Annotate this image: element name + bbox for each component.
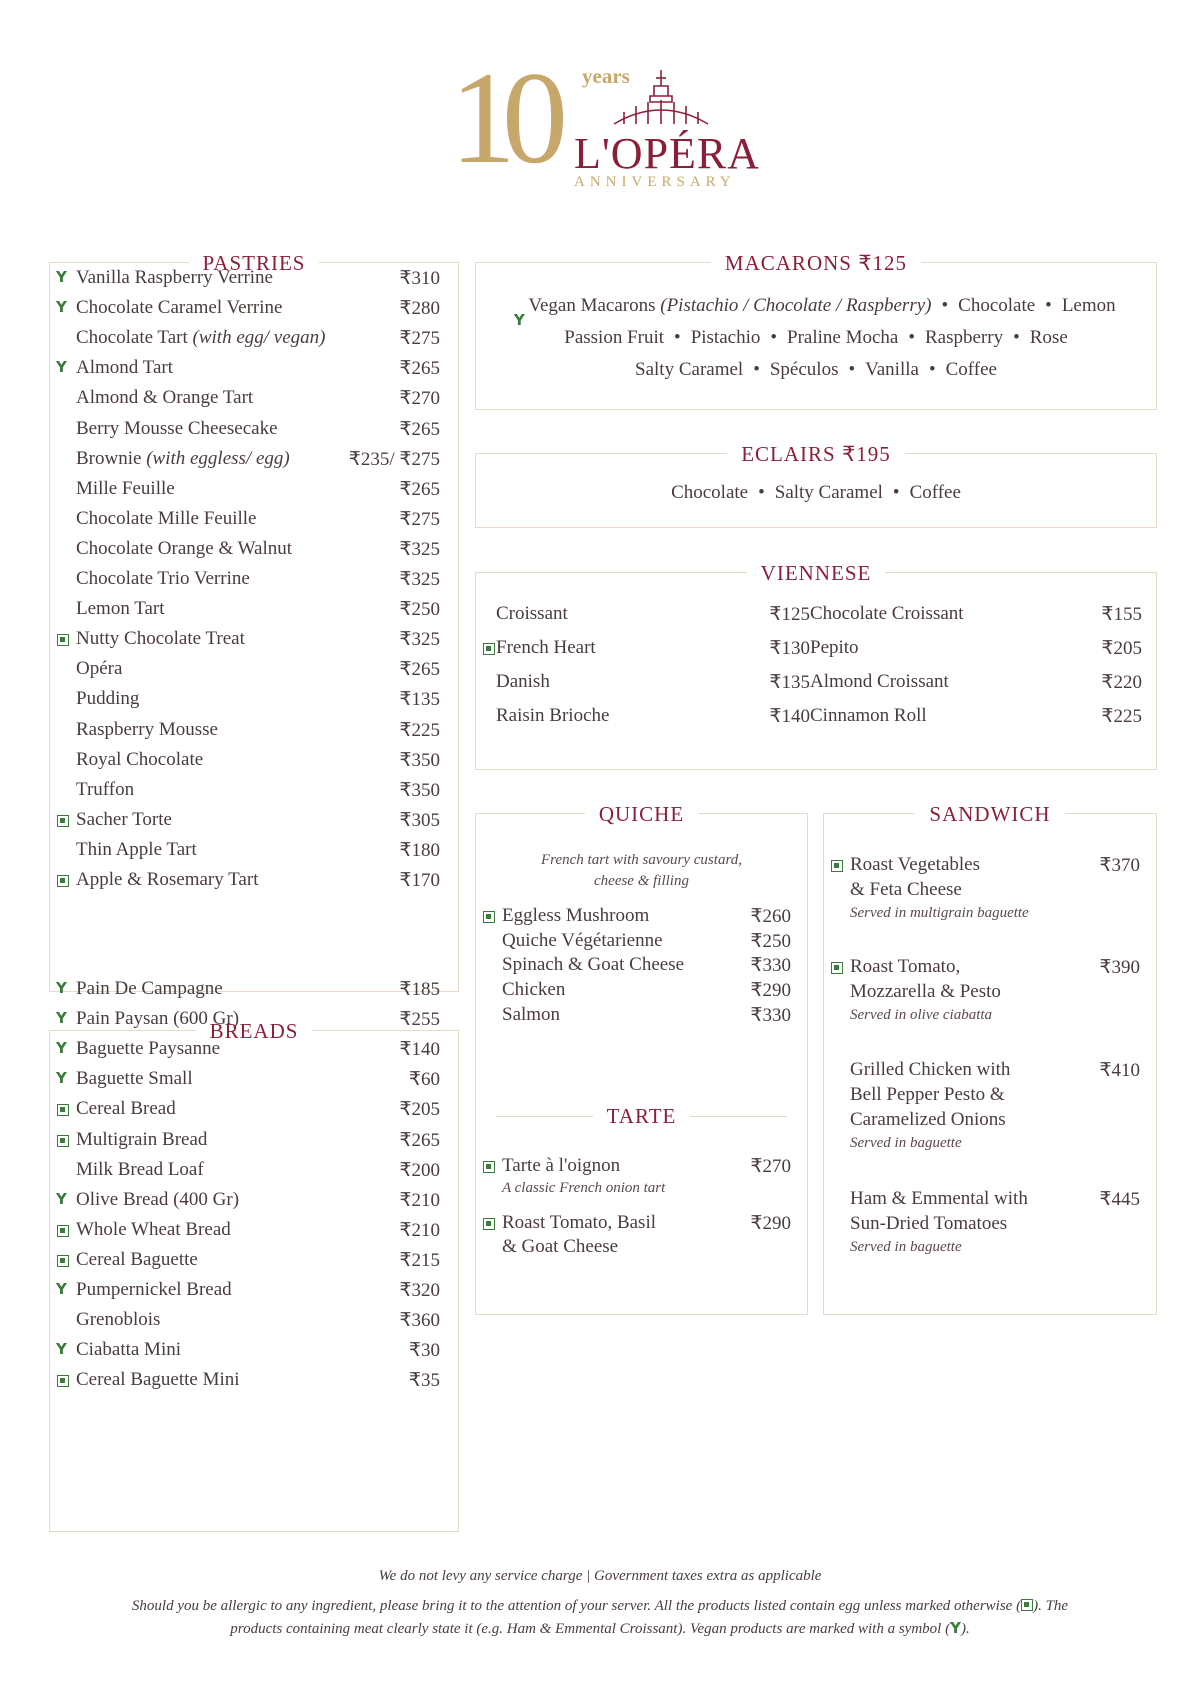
veg-icon bbox=[57, 1255, 69, 1267]
menu-item bbox=[50, 1339, 458, 1363]
item-name: Spinach & Goat Cheese bbox=[502, 954, 685, 976]
item-name: Baguette Paysanne bbox=[76, 1038, 221, 1060]
menu-item bbox=[50, 297, 458, 321]
menu-item bbox=[476, 979, 807, 1003]
eclairs-flavors: Chocolate • Salty Caramel • Coffee bbox=[671, 482, 961, 503]
item-price: ₹235/ ₹275 bbox=[348, 448, 440, 470]
item-price: ₹30 bbox=[408, 1340, 440, 1362]
veg-icon bbox=[57, 875, 69, 887]
menu-item bbox=[824, 956, 1156, 980]
menu-item bbox=[50, 267, 458, 291]
item-name: Danish bbox=[496, 671, 550, 692]
item-price: ₹180 bbox=[399, 839, 440, 861]
menu-item bbox=[810, 705, 1158, 729]
item-price: ₹210 bbox=[399, 1219, 440, 1241]
item-price: ₹275 bbox=[399, 508, 440, 530]
item-name: Cereal Baguette Mini bbox=[76, 1369, 240, 1391]
item-price: ₹305 bbox=[399, 809, 440, 831]
menu-item bbox=[476, 930, 807, 954]
item-price: ₹60 bbox=[408, 1069, 440, 1091]
item-name: Nutty Chocolate Treat bbox=[76, 628, 245, 650]
item-name: Vanilla Raspberry Verrine bbox=[76, 267, 273, 288]
logo-years: years bbox=[582, 64, 630, 88]
vegan-icon: Y bbox=[950, 1619, 961, 1637]
item-name: Pepito bbox=[810, 637, 859, 658]
item-name: Ciabatta Mini bbox=[76, 1339, 182, 1361]
item-price: ₹225 bbox=[1101, 706, 1142, 727]
menu-item bbox=[476, 637, 816, 661]
item-name: Berry Mousse Cheesecake bbox=[76, 417, 278, 439]
quiche-title: QUICHE bbox=[476, 800, 807, 828]
item-price: ₹140 bbox=[399, 1039, 440, 1061]
item-price: ₹350 bbox=[399, 779, 440, 801]
item-price: ₹130 bbox=[769, 638, 810, 659]
menu-item bbox=[824, 1188, 1156, 1212]
logo-number: 10 bbox=[450, 44, 554, 191]
item-price: ₹205 bbox=[1101, 638, 1142, 659]
item-name: Cereal Baguette bbox=[76, 1248, 198, 1270]
veg-icon bbox=[831, 962, 843, 974]
item-price: ₹370 bbox=[1099, 855, 1140, 876]
menu-item bbox=[50, 1038, 458, 1062]
breads-section bbox=[49, 978, 459, 1532]
vegan-icon: Y bbox=[56, 298, 67, 317]
macarons-line-3: Salty Caramel • Spéculos • Vanilla • Coffee bbox=[635, 359, 997, 380]
item-price: ₹390 bbox=[1099, 957, 1140, 978]
veg-icon bbox=[57, 1104, 69, 1116]
menu-item bbox=[50, 1309, 458, 1333]
breads-title: BREADS bbox=[50, 1017, 458, 1045]
item-name-continued: & Feta Cheese bbox=[850, 879, 962, 900]
menu-item bbox=[50, 1369, 458, 1393]
item-name: Ham & Emmental with bbox=[850, 1188, 1028, 1209]
sandwich-title: SANDWICH bbox=[824, 800, 1156, 828]
item-price: ₹135 bbox=[399, 689, 440, 711]
item-name-continued: Bell Pepper Pesto & bbox=[850, 1084, 1005, 1105]
item-price: ₹330 bbox=[750, 955, 791, 977]
item-price: ₹215 bbox=[399, 1249, 440, 1271]
menu-item bbox=[50, 688, 458, 712]
menu-item bbox=[50, 418, 458, 442]
item-price: ₹265 bbox=[399, 358, 440, 380]
veg-icon bbox=[483, 1218, 495, 1230]
menu-item bbox=[50, 538, 458, 562]
menu-item bbox=[50, 719, 458, 743]
menu-item bbox=[50, 658, 458, 682]
item-price: ₹225 bbox=[399, 719, 440, 741]
menu-item bbox=[50, 628, 458, 652]
pastries-section bbox=[49, 251, 459, 997]
item-name: Pain De Campagne bbox=[76, 978, 223, 999]
vegan-icon: Y bbox=[56, 1069, 67, 1088]
item-name: Raisin Brioche bbox=[496, 705, 610, 726]
item-name: Chocolate Tart (with egg/ vegan) bbox=[76, 327, 326, 349]
item-name: Grilled Chicken with bbox=[850, 1059, 1011, 1080]
item-name: Tarte à l'oignon bbox=[502, 1155, 621, 1176]
item-name: Cinnamon Roll bbox=[810, 705, 927, 726]
menu-item bbox=[50, 1068, 458, 1092]
menu-item bbox=[50, 357, 458, 381]
item-price: ₹155 bbox=[1101, 604, 1142, 625]
footer-allergy-note: Should you be allergic to any ingredient, please bring it to the attention of your server. All the products listed contain egg unless marked otherwise ( ). The bbox=[131, 1598, 1069, 1614]
item-name-continued: Mozzarella & Pesto bbox=[850, 981, 1001, 1002]
item-name: Pain Paysan (600 Gr) bbox=[76, 1008, 240, 1030]
menu-item bbox=[810, 637, 1158, 661]
veg-icon bbox=[483, 911, 495, 923]
vegan-icon: Y bbox=[56, 1189, 67, 1208]
vegan-icon: Y bbox=[56, 1039, 67, 1058]
item-name: Multigrain Bread bbox=[76, 1128, 208, 1150]
menu-item bbox=[50, 1098, 458, 1122]
item-name: Apple & Rosemary Tart bbox=[76, 869, 259, 890]
item-name: Cereal Bread bbox=[76, 1098, 176, 1120]
item-name: Salmon bbox=[502, 1003, 561, 1025]
item-name: Quiche Végétarienne bbox=[502, 929, 663, 951]
viennese-title: VIENNESE bbox=[476, 559, 1156, 587]
item-price: ₹270 bbox=[750, 1156, 791, 1177]
menu-item bbox=[824, 1059, 1156, 1083]
menu-item bbox=[50, 809, 458, 833]
veg-icon bbox=[57, 1375, 69, 1387]
item-price: ₹265 bbox=[399, 1129, 440, 1151]
item-name: Sacher Torte bbox=[76, 808, 172, 830]
vegan-icon: Y bbox=[56, 979, 67, 997]
item-name: Grenoblois bbox=[76, 1309, 161, 1331]
menu-item bbox=[50, 478, 458, 502]
vegan-icon: Y bbox=[56, 1280, 67, 1298]
menu-item bbox=[50, 779, 458, 803]
item-name: Raspberry Mousse bbox=[76, 718, 218, 740]
item-name: Baguette Small bbox=[76, 1068, 193, 1090]
item-price: ₹210 bbox=[399, 1189, 440, 1211]
item-name: French Heart bbox=[496, 637, 596, 658]
item-price: ₹250 bbox=[750, 930, 791, 952]
item-price: ₹350 bbox=[399, 749, 440, 771]
menu-item bbox=[50, 1219, 458, 1243]
item-name: Lemon Tart bbox=[76, 598, 165, 620]
menu-item bbox=[810, 671, 1158, 695]
menu-item bbox=[476, 603, 816, 627]
pastries-title: PASTRIES bbox=[50, 249, 458, 277]
item-price: ₹35 bbox=[408, 1370, 440, 1392]
viennese-section bbox=[475, 561, 1157, 770]
item-price: ₹170 bbox=[399, 870, 440, 891]
item-name: Olive Bread (400 Gr) bbox=[76, 1188, 240, 1210]
menu-item bbox=[824, 854, 1156, 878]
menu-item bbox=[476, 1155, 807, 1179]
opera-building-icon bbox=[606, 66, 716, 128]
item-name: Chocolate Orange & Walnut bbox=[76, 537, 293, 559]
item-price: ₹275 bbox=[399, 328, 440, 350]
menu-item bbox=[50, 598, 458, 622]
veg-icon bbox=[483, 1161, 495, 1173]
item-name: Chocolate Trio Verrine bbox=[76, 568, 250, 589]
item-name: Pumpernickel Bread bbox=[76, 1279, 232, 1300]
item-name: Chocolate Croissant bbox=[810, 603, 964, 624]
item-name: Chocolate Caramel Verrine bbox=[76, 297, 283, 319]
macarons-line-2: Passion Fruit • Pistachio • Praline Mocha • Raspberry • Rose bbox=[564, 327, 1068, 348]
veg-icon bbox=[57, 1225, 69, 1237]
item-name: Almond & Orange Tart bbox=[76, 387, 254, 409]
veg-icon bbox=[57, 1135, 69, 1147]
macarons-line-1: Y Vegan Macarons (Pistachio / Chocolate / Raspberry) • Chocolate • Lemon bbox=[513, 295, 1116, 329]
item-price: ₹200 bbox=[399, 1159, 440, 1181]
item-name: Roast Tomato, bbox=[850, 956, 961, 977]
vegan-icon: Y bbox=[513, 311, 525, 329]
eclairs-title: ECLAIRS ₹195 bbox=[476, 440, 1156, 468]
menu-item bbox=[50, 1008, 458, 1032]
vegan-icon: Y bbox=[56, 268, 67, 286]
item-name: Royal Chocolate bbox=[76, 748, 204, 770]
item-name: Chicken bbox=[502, 979, 566, 1001]
veg-icon bbox=[483, 643, 495, 655]
vegan-icon: Y bbox=[56, 1009, 67, 1028]
item-price: ₹325 bbox=[399, 569, 440, 590]
menu-item bbox=[50, 978, 458, 1002]
item-price: ₹265 bbox=[399, 418, 440, 440]
menu-item bbox=[810, 603, 1158, 627]
item-price: ₹135 bbox=[769, 672, 810, 693]
item-price: ₹265 bbox=[399, 659, 440, 681]
viennese-right-column bbox=[810, 573, 1158, 769]
item-description: A classic French onion tart bbox=[502, 1180, 666, 1196]
menu-item bbox=[476, 1212, 807, 1236]
item-price: ₹140 bbox=[769, 706, 810, 727]
menu-item bbox=[476, 954, 807, 978]
menu-item bbox=[50, 508, 458, 532]
logo-anniversary: ANNIVERSARY bbox=[574, 174, 736, 190]
menu-item bbox=[50, 568, 458, 592]
item-description: Served in baguette bbox=[850, 1135, 962, 1151]
item-price: ₹125 bbox=[769, 604, 810, 625]
item-price: ₹410 bbox=[1099, 1060, 1140, 1081]
menu-item bbox=[476, 671, 816, 695]
macarons-section bbox=[475, 251, 1157, 410]
item-name: Croissant bbox=[496, 603, 568, 624]
item-price: ₹360 bbox=[399, 1310, 440, 1332]
sandwich-section bbox=[823, 802, 1157, 1315]
footer-service-note: We do not levy any service charge | Government taxes extra as applicable bbox=[378, 1568, 822, 1584]
eclairs-section bbox=[475, 442, 1157, 528]
macarons-title: MACARONS ₹125 bbox=[476, 249, 1156, 277]
item-price: ₹220 bbox=[1101, 672, 1142, 693]
quiche-tarte-section bbox=[475, 802, 808, 1315]
menu-item bbox=[50, 1159, 458, 1183]
menu-item bbox=[50, 448, 458, 472]
veg-icon bbox=[57, 634, 69, 646]
menu-item bbox=[50, 749, 458, 773]
item-name-continued: & Goat Cheese bbox=[502, 1236, 619, 1257]
item-name: Chocolate Mille Feuille bbox=[76, 507, 257, 529]
item-name-continued: Sun-Dried Tomatoes bbox=[850, 1213, 1008, 1234]
menu-item bbox=[50, 327, 458, 351]
item-description: Served in multigrain baguette bbox=[850, 905, 1029, 921]
item-name: Roast Tomato, Basil bbox=[502, 1212, 657, 1233]
item-price: ₹330 bbox=[750, 1004, 791, 1026]
veg-icon bbox=[831, 860, 843, 872]
menu-item bbox=[476, 705, 816, 729]
item-price: ₹185 bbox=[399, 979, 440, 1000]
menu-item bbox=[476, 905, 807, 929]
item-price: ₹260 bbox=[750, 906, 791, 927]
item-description: Served in olive ciabatta bbox=[850, 1007, 993, 1023]
item-name: Roast Vegetables bbox=[850, 854, 980, 875]
item-price: ₹310 bbox=[399, 268, 440, 289]
item-name: Pudding bbox=[76, 688, 140, 710]
item-price: ₹290 bbox=[750, 1213, 791, 1234]
item-price: ₹205 bbox=[399, 1099, 440, 1121]
item-price: ₹445 bbox=[1099, 1189, 1140, 1210]
item-name: Brownie (with eggless/ egg) bbox=[76, 447, 290, 469]
veg-icon bbox=[57, 815, 69, 827]
vegan-icon: Y bbox=[56, 358, 67, 377]
vegan-icon: Y bbox=[56, 1340, 67, 1359]
item-price: ₹265 bbox=[399, 478, 440, 500]
item-price: ₹280 bbox=[399, 298, 440, 320]
menu-item bbox=[50, 1129, 458, 1153]
item-price: ₹325 bbox=[399, 629, 440, 651]
item-name: Opéra bbox=[76, 658, 123, 680]
footer-vegan-note: products containing meat clearly state it (e.g. Ham & Emmental Croissant). Vegan products are marked with a symbol (Y). bbox=[230, 1619, 970, 1637]
item-name: Almond Croissant bbox=[810, 671, 949, 692]
item-name: Eggless Mushroom bbox=[502, 905, 650, 926]
item-description: Served in baguette bbox=[850, 1239, 962, 1255]
item-name: Milk Bread Loaf bbox=[76, 1158, 204, 1180]
tarte-title: TARTE bbox=[476, 1104, 807, 1128]
item-name: Thin Apple Tart bbox=[76, 838, 197, 860]
item-price: ₹255 bbox=[399, 1009, 440, 1031]
logo-brand: L'OPÉRA bbox=[574, 129, 761, 178]
menu-item bbox=[50, 869, 458, 893]
menu-item bbox=[50, 839, 458, 863]
item-price: ₹325 bbox=[399, 538, 440, 560]
item-name: Mille Feuille bbox=[76, 477, 175, 499]
item-name: Truffon bbox=[76, 778, 135, 800]
viennese-left-column bbox=[476, 573, 816, 769]
item-price: ₹290 bbox=[750, 980, 791, 1002]
item-price: ₹250 bbox=[399, 599, 440, 621]
menu-item bbox=[50, 1279, 458, 1303]
item-price: ₹270 bbox=[399, 388, 440, 410]
menu-item bbox=[50, 387, 458, 411]
veg-icon bbox=[1021, 1599, 1033, 1611]
item-name: Whole Wheat Bread bbox=[76, 1218, 231, 1240]
anniversary-logo bbox=[450, 44, 770, 200]
quiche-description: French tart with savoury custard, cheese & filling bbox=[541, 852, 742, 889]
menu-item bbox=[476, 1004, 807, 1028]
item-name: Almond Tart bbox=[76, 357, 174, 379]
menu-item bbox=[50, 1249, 458, 1273]
item-name-continued: Caramelized Onions bbox=[850, 1109, 1006, 1130]
item-price: ₹320 bbox=[399, 1280, 440, 1301]
menu-item bbox=[50, 1189, 458, 1213]
